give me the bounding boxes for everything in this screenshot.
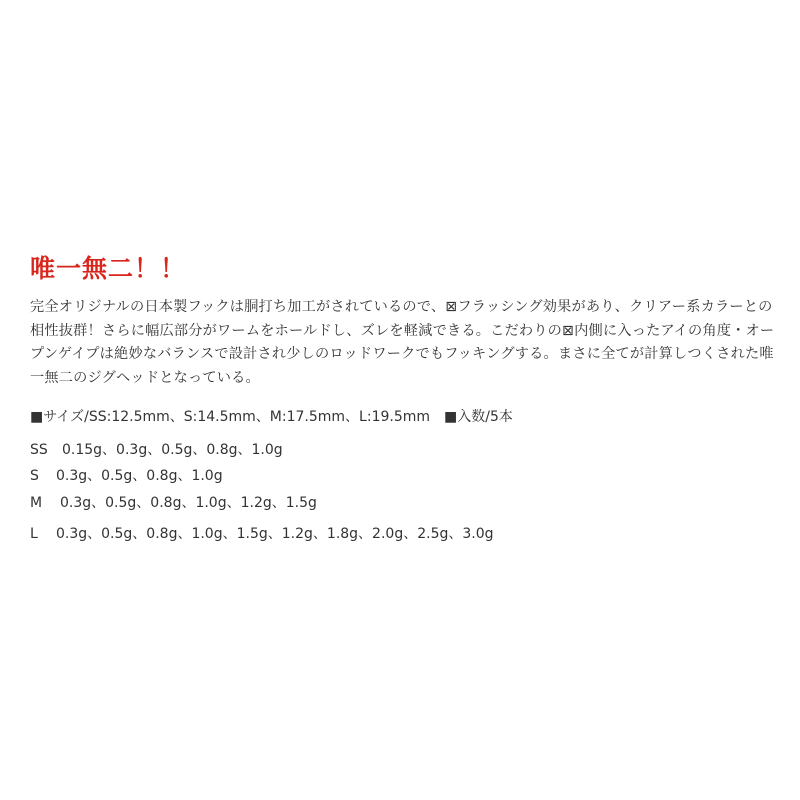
weight-values: 0.3g、0.5g、0.8g、1.0g、1.2g、1.5g [60, 495, 317, 511]
weight-row-ss [30, 440, 283, 460]
product-description-section [30, 252, 775, 390]
description-paragraph: 完全オリジナルの日本製フックは胴打ち加工がされているので、⊠フラッシング効果があり、クリアー系カラーとの相性抜群！さらに幅広部分がワームをホールドし、ズレを軽減できる。こだわりの⊠内側に入ったアイの角度・オープンゲイプは絶妙なバランスで設計され少しのロッドワークでもフッキングする。まさに全てが計算しつくされた唯一無二のジグヘッドとなっている。 [30, 299, 775, 386]
weight-values: 0.3g、0.5g、0.8g、1.0g、1.5g、1.2g、1.8g、2.0g、2.5g、3.0g [56, 526, 494, 542]
size-label: M [30, 495, 43, 511]
size-label: S [30, 468, 39, 484]
weight-row-l [30, 524, 494, 544]
weight-row-m [30, 493, 317, 513]
size-label: SS [30, 442, 48, 458]
size-label: L [30, 526, 38, 542]
headline: 唯一無二！！ [30, 254, 187, 283]
size-and-count-specs: ■サイズ/SS:12.5mm、S:14.5mm、M:17.5mm、L:19.5mm ■入数/5本 [30, 409, 513, 425]
weight-values: 0.15g、0.3g、0.5g、0.8g、1.0g [62, 442, 283, 458]
weight-row-s [30, 466, 223, 486]
weight-values: 0.3g、0.5g、0.8g、1.0g [56, 468, 223, 484]
